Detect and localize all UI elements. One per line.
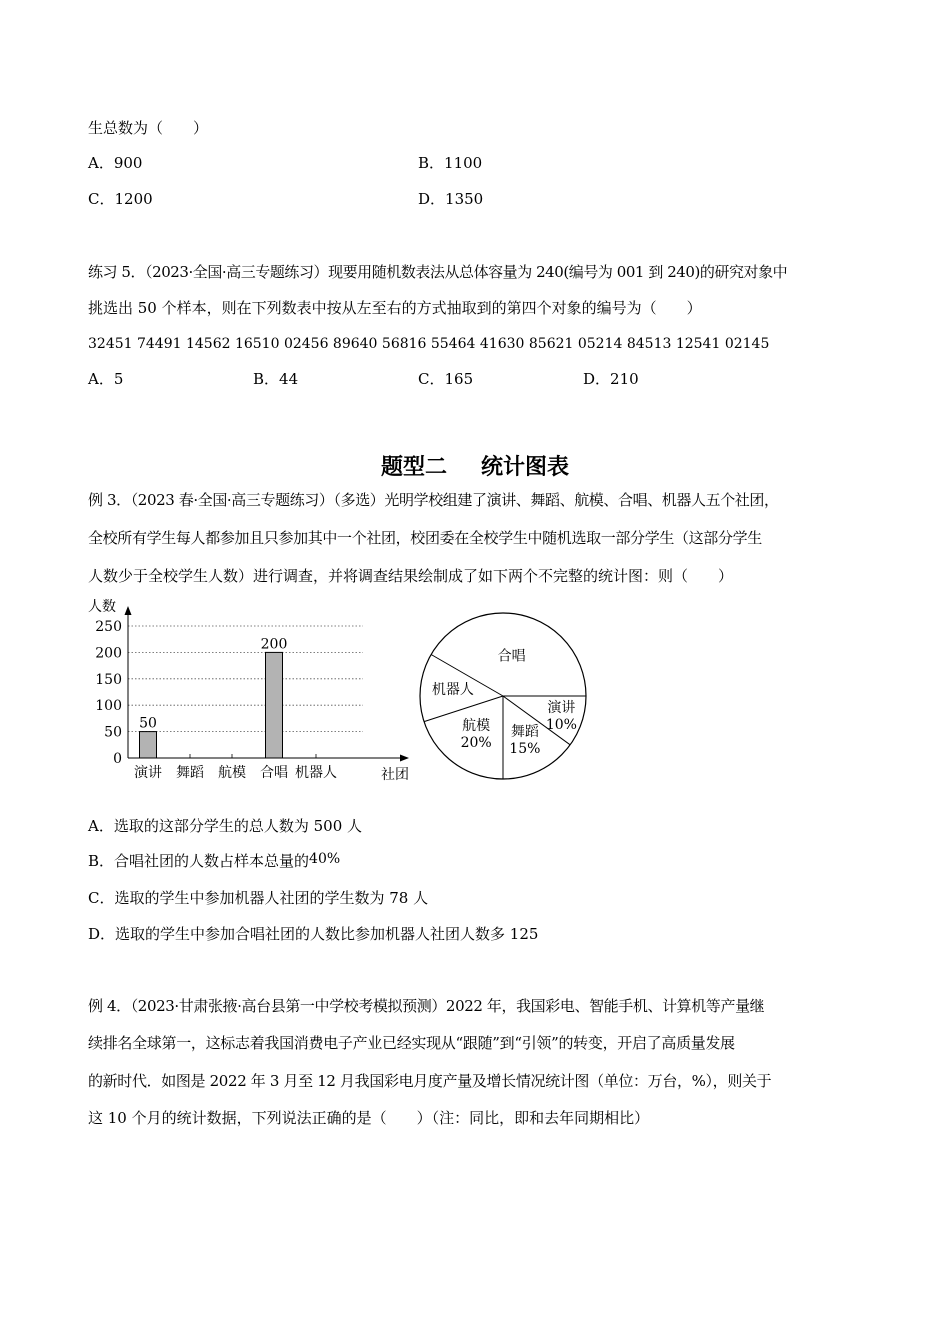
example4-line1: 例 4．（2023·甘肃张掖·高台县第一中学校考模拟预测）2022 年，我国彩电、智能手机、计算机等产量继 (88, 997, 765, 1015)
example3-option-b-percent: 40% (309, 851, 341, 867)
exercise5-option-a: A．5 (88, 370, 124, 388)
option-a: A．900 (88, 154, 143, 172)
example3-option-a: A．选取的这部分学生的总人数为 500 人 (88, 817, 363, 835)
bar-data-label: 50 (139, 715, 157, 732)
example3-option-b-text: B．合唱社团的人数占样本总量的 (88, 852, 310, 870)
bar-data-label: 200 (260, 636, 288, 653)
pie-slice-label: 舞蹈 (510, 723, 539, 740)
exercise5-option-c: C．165 (418, 370, 474, 388)
example3-option-c: C．选取的学生中参加机器人社团的学生数为 78 人 (88, 889, 429, 907)
example4-line3: 的新时代．如图是 2022 年 3 月至 12 月我国彩电月度产量及增长情况统计图（单位：万台，%），则关于 (88, 1072, 772, 1090)
example4-line2: 续排名全球第一，这标志着我国消费电子产业已经实现从“跟随”到“引领”的转变，开启了高质量发展 (88, 1034, 735, 1052)
y-tick-label: 250 (95, 619, 122, 635)
y-tick-label: 100 (95, 698, 122, 715)
pie-slice-label: 演讲 (547, 699, 576, 716)
section-heading-part2: 统计图表 (481, 455, 570, 480)
random-number-table: 32451 74491 14562 16510 02456 89640 56816 55464 41630 85621 05214 84513 12541 02145 (88, 336, 770, 352)
bar (140, 732, 157, 758)
y-tick-label: 200 (95, 645, 122, 662)
section-heading-part1: 题型二 (380, 455, 447, 480)
y-tick-label: 0 (113, 751, 122, 767)
pie-slice-percent: 20% (460, 734, 492, 751)
example3-line3: 人数少于全校学生人数）进行调查，并将调查结果绘制成了如下两个不完整的统计图：则（ ） (88, 567, 734, 585)
y-axis-arrow (125, 606, 132, 615)
bar-chart (80, 594, 409, 790)
example4-line4: 这 10 个月的统计数据，下列说法正确的是（ ）（注：同比，即和去年同期相比） (88, 1109, 650, 1127)
exercise5-option-b: B．44 (253, 370, 299, 388)
x-tick-label: 合唱 (260, 765, 288, 781)
pie-chart (410, 608, 600, 788)
example3-option-b (88, 851, 340, 872)
question-stem-tail: 生总数为（ ） (88, 119, 209, 137)
pie-slice-label: 合唱 (497, 648, 526, 665)
x-axis-title: 社团 (381, 767, 409, 783)
pie-slice-percent: 15% (509, 740, 541, 757)
x-tick-label: 舞蹈 (176, 765, 204, 781)
option-d: D．1350 (418, 190, 484, 208)
example3-option-d: D．选取的学生中参加合唱社团的人数比参加机器人社团人数多 125 (88, 925, 539, 943)
pie-slice-label: 机器人 (431, 681, 474, 698)
section-heading (0, 450, 950, 481)
option-b: B．1100 (418, 154, 483, 172)
bar (266, 652, 283, 758)
option-c: C．1200 (88, 190, 153, 208)
pie-slice-label: 航模 (462, 717, 491, 734)
x-tick-label: 航模 (218, 765, 246, 781)
example3-line1: 例 3．（2023 春·全国·高三专题练习）（多选）光明学校组建了演讲、舞蹈、航模、合唱、机器人五个社团， (88, 491, 779, 509)
x-tick-label: 演讲 (134, 765, 162, 781)
pie-slice-percent: 10% (545, 716, 577, 733)
x-axis-arrow (400, 755, 409, 762)
example3-line2: 全校所有学生每人都参加且只参加其中一个社团，校团委在全校学生中随机选取一部分学生（这部分学生 (88, 529, 762, 547)
exercise5-option-d: D．210 (583, 370, 639, 388)
y-tick-label: 50 (104, 724, 122, 741)
y-axis-title: 人数 (88, 599, 116, 615)
y-tick-label: 150 (95, 671, 122, 688)
exercise5-line2: 挑选出 50 个样本，则在下列数表中按从左至右的方式抽取到的第四个对象的编号为（ ） (88, 299, 702, 317)
x-tick-label: 机器人 (295, 765, 337, 781)
exercise5-line1: 练习 5．（2023·全国·高三专题练习）现要用随机数表法从总体容量为 240(编号为 001 到 240)的研究对象中 (88, 263, 788, 281)
